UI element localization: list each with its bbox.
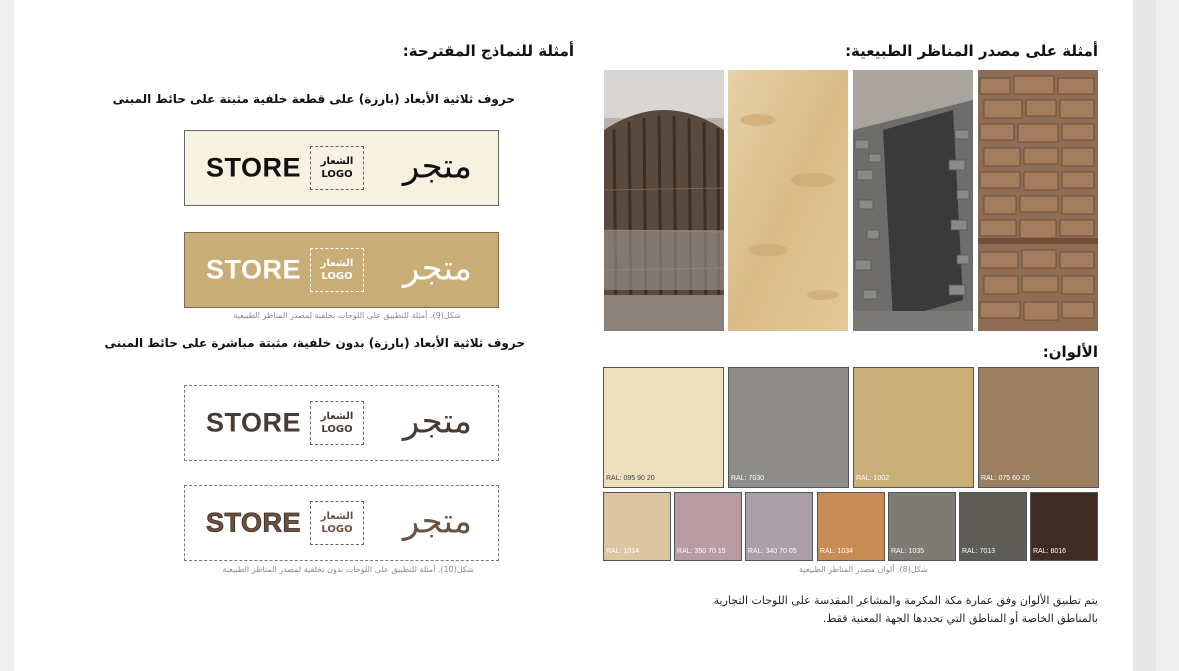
- color-swatch: [817, 492, 885, 561]
- photo-wooden-ceiling: [604, 70, 724, 331]
- colors-caption: شكل(8). ألوان مصدر المناظر الطبيعية: [799, 565, 928, 574]
- ral-code-label: RAL: 8016: [1033, 548, 1067, 555]
- colors-note-line-1: يتم تطبيق الألوان وفق عمارة مكة المكرمة والمشاعر المقدسة على اللوحات التجارية: [713, 594, 1098, 607]
- photo-sand: [728, 70, 848, 331]
- color-swatch: [853, 367, 974, 488]
- sign-logo-box: [310, 248, 364, 292]
- sign-arabic-text: متجر: [402, 501, 472, 542]
- logo-arabic-text: الشعار: [320, 511, 354, 522]
- colors-note-line-2: بالمناطق الخاصة أو المناطق التي تحددها الجهة المعنية فقط.: [822, 612, 1098, 625]
- sign-beige-background: [184, 232, 499, 308]
- logo-english-text: LOGO: [321, 169, 353, 180]
- logo-arabic-text: الشعار: [320, 411, 354, 422]
- color-swatch: [1030, 492, 1098, 561]
- sign-logo-box: [310, 501, 364, 545]
- sign-store-text: STORE: [206, 152, 302, 183]
- without-background-subheading: حروف ثلاثية الأبعاد (بارزة) بدون خلفية، مثبتة مباشرة على حائط المبنى: [104, 336, 525, 350]
- color-swatch: [888, 492, 956, 561]
- sign-light-background: [184, 130, 499, 206]
- logo-english-text: LOGO: [321, 524, 353, 535]
- color-swatch: [745, 492, 813, 561]
- color-swatch: [603, 367, 724, 488]
- with-background-subheading: حروف ثلاثية الأبعاد (بارزة) على قطعة خلفية مثبتة على حائط المبنى: [112, 92, 515, 106]
- ral-code-label: RAL: 340 70 05: [748, 548, 797, 555]
- sign-arabic-text: متجر: [402, 146, 472, 187]
- sign-arabic-text: متجر: [402, 248, 472, 289]
- photo-stone-well: [853, 70, 973, 331]
- ral-code-label: RAL: 1035: [891, 548, 925, 555]
- sign-store-text: STORE: [206, 254, 302, 285]
- photo-stone-wall: [978, 70, 1098, 331]
- page-edge: [1133, 0, 1156, 671]
- color-swatch: [674, 492, 742, 561]
- colors-heading: الألوان:: [1042, 343, 1098, 361]
- color-swatch: [603, 492, 671, 561]
- ral-code-label: RAL: 095 90 20: [606, 475, 655, 482]
- sign-no-background-1: [184, 385, 499, 461]
- color-swatch: [959, 492, 1027, 561]
- logo-arabic-text: الشعار: [320, 258, 354, 269]
- natural-sources-heading: أمثلة على مصدر المناظر الطبيعية:: [845, 42, 1098, 60]
- sign-arabic-text: متجر: [402, 401, 472, 442]
- ral-code-label: RAL: 1014: [606, 548, 640, 555]
- sign-logo-box: [310, 401, 364, 445]
- document-page: [14, 0, 1156, 671]
- sign-no-background-2: [184, 485, 499, 561]
- sign-store-text: STORE: [206, 507, 302, 538]
- logo-english-text: LOGO: [321, 271, 353, 282]
- sign-store-text: STORE: [206, 407, 302, 438]
- ral-code-label: RAL: 1034: [820, 548, 854, 555]
- logo-english-text: LOGO: [321, 424, 353, 435]
- ral-code-label: RAL: 7030: [731, 475, 765, 482]
- proposed-models-heading: أمثلة للنماذج المقترحة:: [402, 42, 574, 60]
- logo-arabic-text: الشعار: [320, 156, 354, 167]
- figure-9-caption: شكل(9). أمثلة للتطبيق على اللوحات بخلفية لمصدر المناظر الطبيعية: [233, 311, 461, 320]
- ral-code-label: RAL: 1002: [856, 475, 890, 482]
- color-swatch: [728, 367, 849, 488]
- sign-logo-box: [310, 146, 364, 190]
- color-swatch: [978, 367, 1099, 488]
- figure-10-caption: شكل(10). أمثلة للتطبيق على اللوحات بدون بخلفية لمصدر المناظر الطبيعية: [222, 565, 474, 574]
- ral-code-label: RAL: 7013: [962, 548, 996, 555]
- ral-code-label: RAL: 075 60 20: [981, 475, 1030, 482]
- ral-code-label: RAL: 350 70 15: [677, 548, 726, 555]
